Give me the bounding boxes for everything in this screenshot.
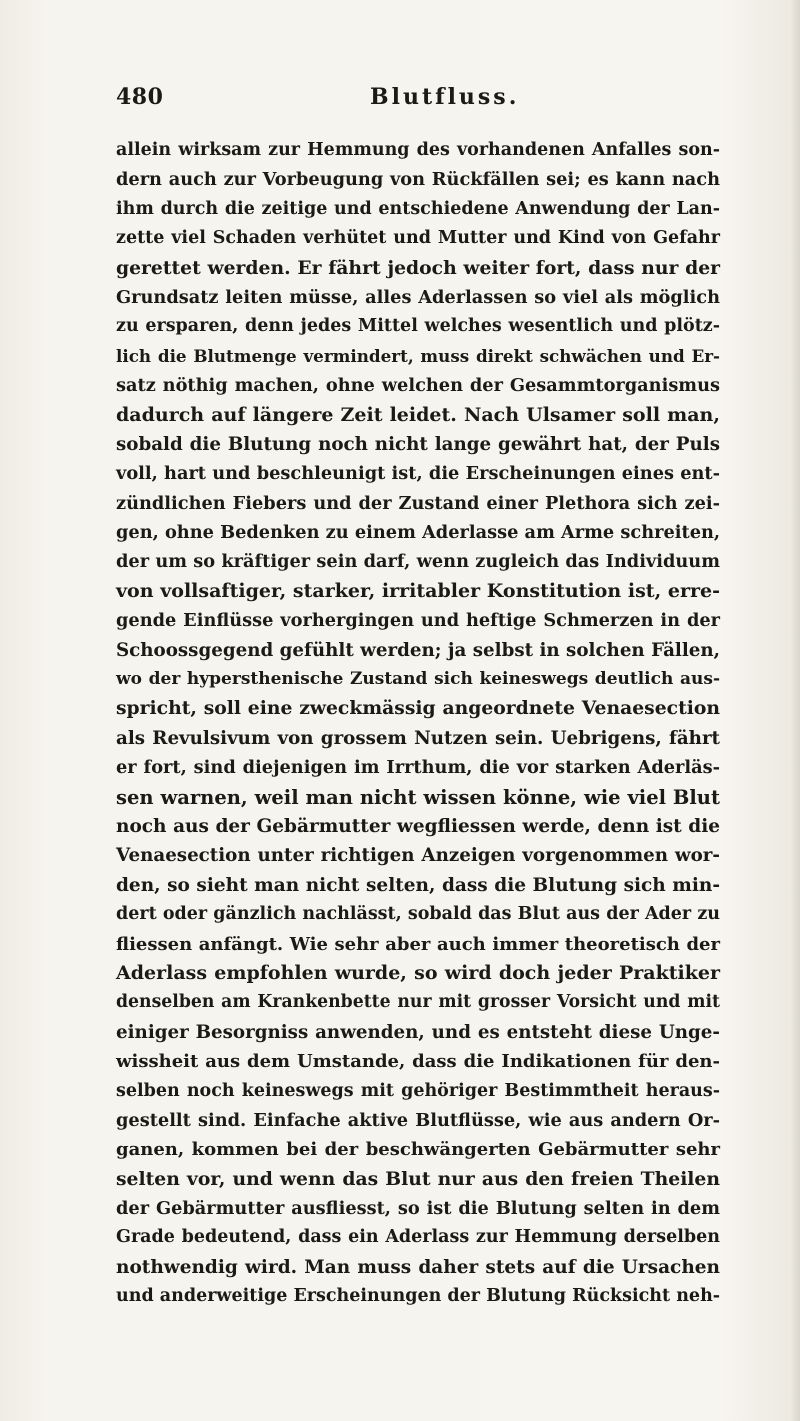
text-line: gestellt sind. Einfache aktive Blutflüsse, wie aus andern Or- [116,1109,720,1131]
text-line: Grundsatz leiten müsse, alles Aderlassen so viel als möglich [116,286,720,308]
text-line: Venaesection unter richtigen Anzeigen vorgenommen wor- [116,845,720,867]
text-line: er fort, sind diejenigen im Irrthum, die vor starken Aderläs- [116,757,720,779]
text-line: gen, ohne Bedenken zu einem Aderlasse am Arme schreiten, [116,522,721,544]
text-line: einiger Besorgniss anwenden, und es entsteht diese Unge- [116,1021,720,1043]
text-line: ihm durch die zeitige und entschiedene Anwendung der Lan- [116,198,720,219]
text-line: dert oder gänzlich nachlässt, sobald das Blut aus der Ader zu [116,904,720,925]
text-line: spricht, soll eine zweckmässig angeordnete Venaesection [116,697,720,720]
text-line: ganen, kommen bei der beschwängerten Gebärmutter sehr [116,1139,720,1161]
text-line: Schoossgegend gefühlt werden; ja selbst in solchen Fällen, [116,639,720,661]
text-line: von vollsaftiger, starker, irritabler Konstitution ist, erre- [116,579,720,602]
body-text [116,136,720,1312]
text-line: den, so sieht man nicht selten, dass die Blutung sich min- [116,874,720,896]
text-line: lich die Blutmenge vermindert, muss direkt schwächen und Er- [116,345,720,366]
text-line: fliessen anfängt. Wie sehr aber auch immer theoretisch der [116,933,720,955]
text-line: gerettet werden. Er fährt jedoch weiter fort, dass nur der [116,256,720,279]
text-line: als Revulsivum von grossem Nutzen sein. Uebrigens, fährt [116,727,720,749]
text-line: denselben am Krankenbette nur mit grosser Vorsicht und mit [116,992,720,1013]
text-line: dadurch auf längere Zeit leidet. Nach Ulsamer soll man, [116,403,720,426]
text-line: zette viel Schaden verhütet und Mutter und Kind von Gefahr [116,228,720,249]
text-line: voll, hart und beschleunigt ist, die Erscheinungen eines ent- [116,463,720,485]
running-head: Blutfluss. [370,84,520,110]
text-line: wissheit aus dem Umstande, dass die Indikationen für den- [116,1051,720,1073]
text-line: allein wirksam zur Hemmung des vorhandenen Anfalles son- [116,140,720,160]
text-line: Aderlass empfohlen wurde, so wird doch jeder Praktiker [116,961,720,984]
text-line: nothwendig wird. Man muss daher stets auf die Ursachen [116,1256,720,1278]
text-line: sobald die Blutung noch nicht lange gewährt hat, der Puls [116,433,720,455]
text-line: der Gebärmutter ausfliesst, so ist die Blutung selten in dem [116,1198,720,1220]
page-number: 480 [116,84,164,110]
page-header [116,84,706,118]
text-line: dern auch zur Vorbeugung von Rückfällen sei; es kann nach [116,169,720,191]
text-line: gende Einflüsse vorhergingen und heftige Schmerzen in der [116,610,720,632]
text-line: noch aus der Gebärmutter wegfliessen werde, denn ist die [116,815,720,837]
text-line: wo der hypersthenische Zustand sich keineswegs deutlich aus- [116,669,720,690]
text-line: selben noch keineswegs mit gehöriger Bestimmtheit heraus- [116,1080,720,1101]
text-line: satz nöthig machen, ohne welchen der Gesammtorganismus [116,375,720,397]
page-edge-shadow [790,0,800,1421]
text-line: Grade bedeutend, dass ein Aderlass zur Hemmung derselben [116,1227,720,1248]
text-line: zündlichen Fiebers und der Zustand einer Plethora sich zei- [116,492,720,514]
text-line: der um so kräftiger sein darf, wenn zugleich das Individuum [116,551,720,573]
text-line: zu ersparen, denn jedes Mittel welches wesentlich und plötz- [116,316,720,337]
text-line: sen warnen, weil man nicht wissen könne, wie viel Blut [116,785,720,809]
text-line: selten vor, und wenn das Blut nur aus den freien Theilen [116,1167,720,1190]
text-line: und anderweitige Erscheinungen der Blutung Rücksicht neh- [116,1286,721,1307]
